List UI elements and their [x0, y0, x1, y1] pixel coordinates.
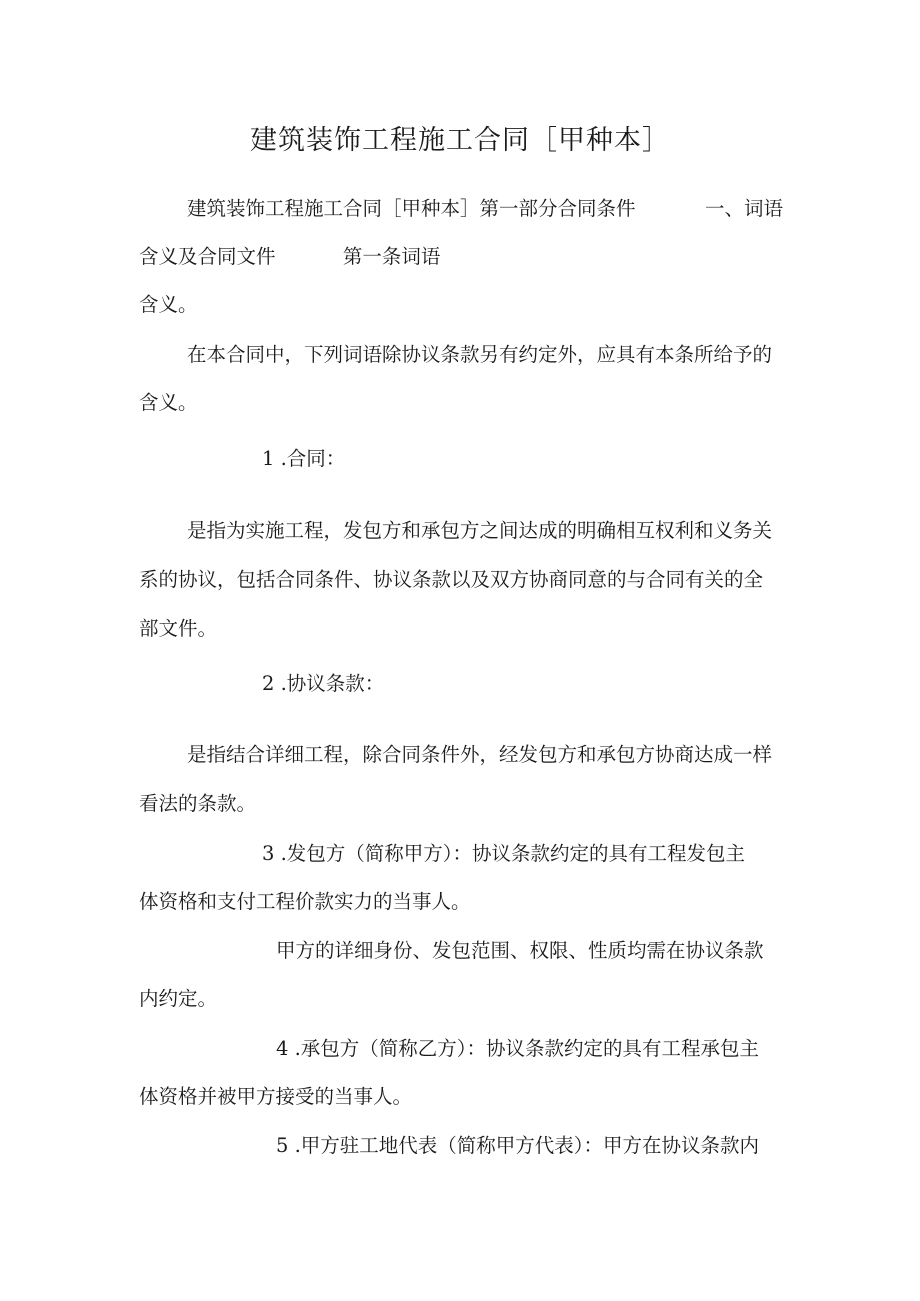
- intro-line-2-left: 含义及合同文件: [139, 245, 276, 268]
- preamble-line-2: 含义。: [139, 391, 198, 414]
- item-3-line-2: 体资格和支付工程价款实力的当事人。: [139, 890, 471, 913]
- item-2-line-2: 看法的条款。: [139, 792, 257, 815]
- item-1-line-3: 部文件。: [139, 617, 218, 640]
- intro-line-3: 含义。: [139, 293, 198, 316]
- item-5-line-1: 5 .甲方驻工地代表（简称甲方代表）：甲方在协议条款内: [276, 1134, 760, 1157]
- intro-line-1-left: 建筑装饰工程施工合同［甲种本］第一部分合同条件: [187, 197, 636, 220]
- preamble-line-1: 在本合同中，下列词语除协议条款另有约定外，应具有本条所给予的: [187, 343, 773, 366]
- intro-line-2-right: 第一条词语: [342, 245, 441, 268]
- item-3-line-1: 3 .发包方（简称甲方）：协议条款约定的具有工程发包主: [262, 842, 746, 865]
- item-2-line-1: 是指结合详细工程，除合同条件外，经发包方和承包方协商达成一样: [187, 743, 773, 766]
- intro-line-1: [187, 196, 783, 222]
- item-1-heading: 1 .合同：: [262, 447, 346, 470]
- item-1-line-2: 系的协议，包括合同条件、协议条款以及双方协商同意的与合同有关的全: [139, 568, 764, 591]
- document-title: 建筑装饰工程施工合同［甲种本］: [250, 125, 670, 156]
- intro-line-2: [139, 244, 440, 270]
- item-2-heading: 2 .协议条款：: [262, 672, 385, 695]
- item-3-note-2: 内约定。: [139, 987, 218, 1010]
- item-1-line-1: 是指为实施工程，发包方和承包方之间达成的明确相互权利和义务关: [187, 519, 773, 542]
- item-4-line-2: 体资格并被甲方接受的当事人。: [139, 1085, 413, 1108]
- intro-line-1-right: 一、词语: [704, 197, 783, 220]
- item-3-note-1: 甲方的详细身份、发包范围、权限、性质均需在协议条款: [276, 939, 764, 962]
- item-4-line-1: 4 .承包方（简称乙方）：协议条款约定的具有工程承包主: [276, 1037, 760, 1060]
